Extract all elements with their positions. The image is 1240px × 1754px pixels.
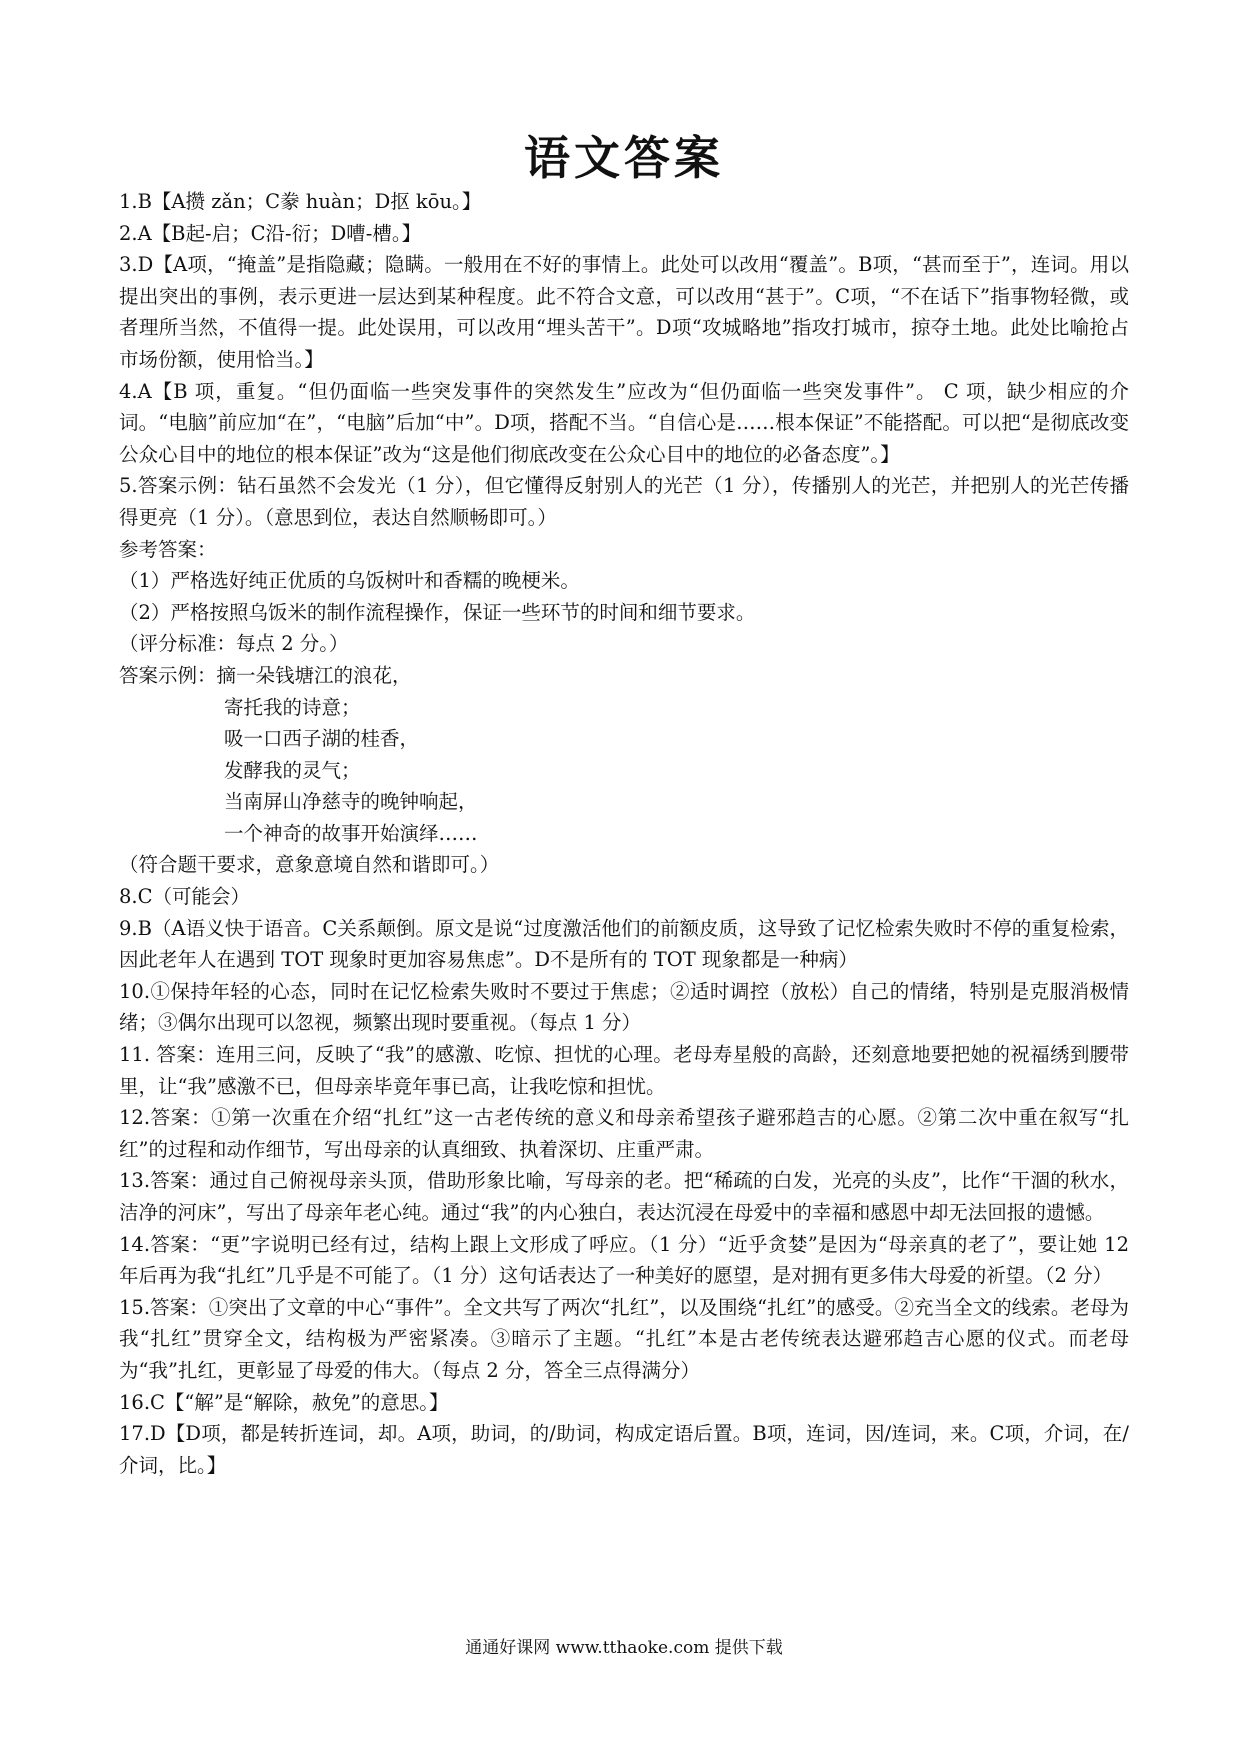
answer-content <box>119 186 1129 1481</box>
poem-line-1: 答案示例：摘一朵钱塘江的浪花， <box>119 663 412 687</box>
poem-line-3: 吸一口西子湖的桂香， <box>224 727 420 751</box>
page-title: 语文答案 <box>524 131 724 185</box>
poem-line-6: 一个神奇的故事开始演绎…… <box>224 821 478 845</box>
poem-line-5: 当南屏山净慈寺的晚钟响起， <box>224 790 478 814</box>
reference-answer-heading: 参考答案： <box>119 537 217 561</box>
answer-14: 14.答案：“更”字说明已经有过，结构上跟上文形成了呼应。（1 分）“近乎贪婪”是因为“母亲真的老了”，要让她 12 年后再为我“扎红”几乎是不可能了。（1 分）这句话表达了一种美好的愿望，是对拥有更多伟大母爱的祈望。（2 分） <box>119 1232 1129 1288</box>
answer-2: 2.A【B起-启；C沿-衍；D嘈-槽。】 <box>119 221 422 245</box>
answer-13: 13.答案：通过自己俯视母亲头顶，借助形象比喻，写母亲的老。把“稀疏的白发，光亮的头皮”，比作“干涸的秋水，洁净的河床”，写出了母亲年老心纯。通过“我”的内心独白，表达沉浸在母爱中的幸福和感恩中却无法回报的遗憾。 <box>119 1169 1129 1224</box>
poem-line-2: 寄托我的诗意； <box>224 695 361 719</box>
reference-point-1: （1）严格选好纯正优质的乌饭树叶和香糯的晚梗米。 <box>119 569 580 593</box>
document-page <box>119 0 1129 1754</box>
scoring-note: （评分标准：每点 2 分。） <box>119 632 349 656</box>
answer-3: 3.D【A项，“掩盖”是指隐藏；隐瞒。一般用在不好的事情上。此处可以改用“覆盖”。B项，“甚而至于”，连词。用以提出突出的事例，表示更进一层达到某种程度。此不符合文意，可以改用“甚于”。C项，“不在话下”指事物轻微，或者理所当然，不值得一提。此处误用，可以改用“埋头苦干”。D项“攻城略地”指攻打城市，掠夺土地。此处比喻抢占市场份额，使用恰当。】 <box>119 253 1129 371</box>
answer-12: 12.答案：①第一次重在介绍“扎红”这一古老传统的意义和母亲希望孩子避邪趋吉的心愿。②第二次中重在叙写“扎红”的过程和动作细节，写出母亲的认真细致、执着深切、庄重严肃。 <box>119 1106 1129 1161</box>
answer-17: 17.D【D项，都是转折连词，却。A项，助词，的/助词，构成定语后置。B项，连词，因/连词，来。C项，介词，在/介词，比。】 <box>119 1422 1129 1477</box>
answer-11: 11. 答案：连用三问，反映了“我”的感激、吃惊、担忧的心理。老母寿星般的高龄，还刻意地要把她的祝福绣到腰带里，让“我”感激不已，但母亲毕竟年事已高，让我吃惊和担忧。 <box>119 1043 1129 1098</box>
answer-4: 4.A【B 项，重复。“但仍面临一些突发事件的突然发生”应改为“但仍面临一些突发事件”。 C 项，缺少相应的介词。“电脑”前应加“在”，“电脑”后加“中”。D项，搭配不当。“自信心是……根本保证”不能搭配。可以把“是彻底改变公众心目中的地位的根本保证”改为“这是他们彻底改变在公众心目中的地位的必备态度”。】 <box>119 379 1129 466</box>
reference-point-2: （2）严格按照乌饭米的制作流程操作，保证一些环节的时间和细节要求。 <box>119 600 756 624</box>
answer-10: 10.①保持年轻的心态，同时在记忆检索失败时不要过于焦虑；②适时调控（放松）自己的情绪，特别是克服消极情绪；③偶尔出现可以忽视，频繁出现时要重视。（每点 1 分） <box>119 979 1129 1035</box>
poem-line-4: 发酵我的灵气； <box>224 758 361 782</box>
answer-8: 8.C（可能会） <box>119 885 251 909</box>
answer-1: 1.B【A攒 zǎn；C豢 huàn；D抠 kōu。】 <box>119 190 482 213</box>
answer-16: 16.C【“解”是“解除，赦免”的意思。】 <box>119 1390 449 1414</box>
poem-note: （符合题干要求，意象意境自然和谐即可。） <box>119 853 500 877</box>
answer-5: 5.答案示例：钻石虽然不会发光（1 分），但它懂得反射别人的光芒（1 分），传播别人的光芒，并把别人的光芒传播得更亮（1 分）。（意思到位，表达自然顺畅即可。） <box>119 474 1129 529</box>
answer-15: 15.答案：①突出了文章的中心“事件”。全文共写了两次“扎红”，以及围绕“扎红”的感受。②充当全文的线索。老母为我“扎红”贯穿全文，结构极为严密紧凑。③暗示了主题。“扎红”本是古老传统表达避邪趋吉心愿的仪式。而老母为“我”扎红，更彰显了母爱的伟大。（每点 2 分，答全三点得满分） <box>119 1295 1129 1382</box>
answer-9: 9.B（A语义快于语音。C关系颠倒。原文是说“过度激活他们的前额皮质，这导致了记忆检索失败时不停的重复检索，因此老年人在遇到 TOT 现象时更加容易焦虑”。D不是所有的 TOT 现象都是一种病） <box>119 916 1129 972</box>
page-footer: 通通好课网 www.tthaoke.com 提供下载 <box>465 1638 783 1658</box>
